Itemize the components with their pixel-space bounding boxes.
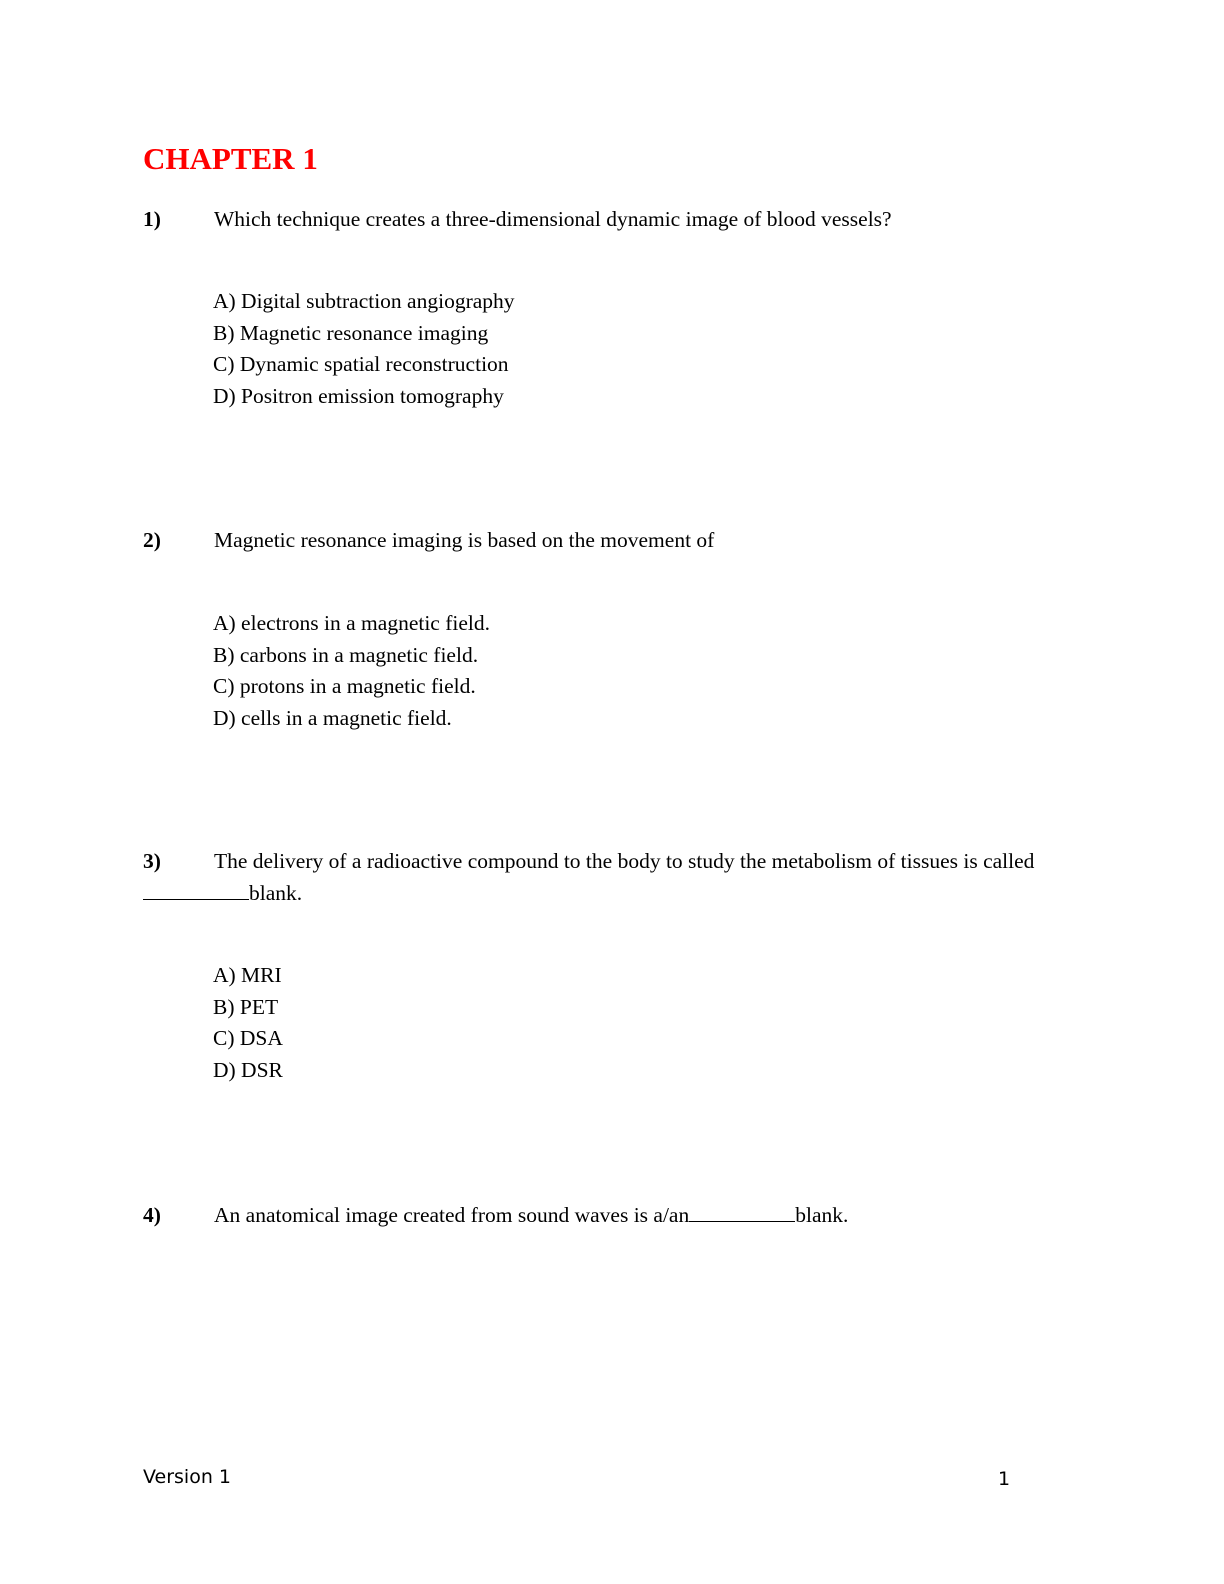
answer-blank xyxy=(143,879,249,900)
question-number: 4) xyxy=(143,1203,161,1227)
answer-blank xyxy=(689,1201,795,1222)
question-3-line xyxy=(143,846,1073,909)
option-a: A) Digital subtraction angiography xyxy=(213,289,515,313)
option-c: C) protons in a magnetic field. xyxy=(213,674,476,699)
question-text-after-blank: blank. xyxy=(795,1203,849,1227)
question-number: 1) xyxy=(143,207,161,231)
question-text-after-blank: blank. xyxy=(249,880,303,905)
question-2 xyxy=(143,525,1073,557)
option-c: C) Dynamic spatial reconstruction xyxy=(213,352,509,377)
question-1-line xyxy=(143,204,1073,236)
chapter-title: CHAPTER 1 xyxy=(143,141,318,176)
question-2-options xyxy=(213,608,490,734)
question-1 xyxy=(143,204,1073,236)
question-text: Which technique creates a three-dimensional dynamic image of blood vessels? xyxy=(214,207,892,231)
question-3-options xyxy=(213,960,283,1086)
option-a: A) MRI xyxy=(213,963,282,987)
question-4 xyxy=(143,1200,1073,1232)
question-4-line xyxy=(143,1200,1073,1232)
option-a: A) electrons in a magnetic field. xyxy=(213,611,491,635)
option-b: B) carbons in a magnetic field. xyxy=(213,642,479,667)
option-b: B) PET xyxy=(213,994,279,1019)
option-c: C) DSA xyxy=(213,1026,283,1051)
question-text: An anatomical image created from sound waves is a/an xyxy=(214,1203,690,1227)
footer-page-number: 1 xyxy=(998,1468,1011,1490)
question-2-line xyxy=(143,525,1073,557)
option-b: B) Magnetic resonance imaging xyxy=(213,320,489,345)
question-3 xyxy=(143,846,1073,909)
option-d: D) DSR xyxy=(213,1057,283,1082)
question-number: 3) xyxy=(143,849,161,873)
question-text: The delivery of a radioactive compound to the body to study the metabolism of tissues is called xyxy=(214,849,1035,873)
question-1-options xyxy=(213,286,515,412)
option-d: D) cells in a magnetic field. xyxy=(213,705,452,730)
question-text: Magnetic resonance imaging is based on the movement of xyxy=(214,528,715,552)
footer-version: Version 1 xyxy=(143,1466,231,1488)
option-d: D) Positron emission tomography xyxy=(213,383,504,408)
question-number: 2) xyxy=(143,528,161,552)
